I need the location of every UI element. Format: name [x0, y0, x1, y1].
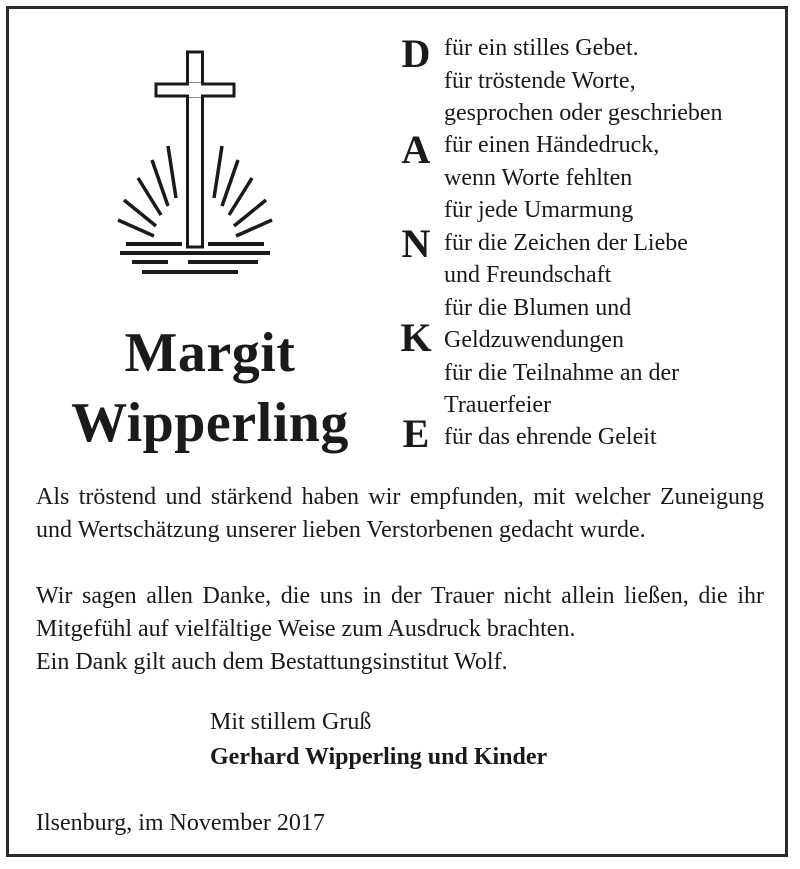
danke-line: für die Teilnahme an der — [444, 360, 680, 386]
deceased-last-name: Wipperling — [71, 392, 349, 454]
place-date: Ilsenburg, im November 2017 — [36, 810, 325, 836]
danke-line: für jede Umarmung — [444, 197, 634, 223]
deceased-first-name: Margit — [124, 322, 296, 384]
danke-line: Geldzuwendungen — [444, 327, 624, 353]
body-paragraph-1: Als tröstend und stärkend haben wir empfunden, mit welcher Zuneigung und Wertschätzung unserer lieben Verstorbenen gedacht wurde. — [36, 484, 764, 543]
danke-line: gesprochen oder geschrieben — [444, 100, 723, 126]
danke-line: für die Zeichen der Liebe — [444, 230, 688, 256]
closing-greeting: Mit stillem Gruß — [210, 709, 372, 735]
danke-line: für einen Händedruck, — [444, 132, 660, 158]
danke-letter-k: K — [400, 315, 432, 360]
signature: Gerhard Wipperling und Kinder — [210, 744, 548, 770]
cross-sunrise-emblem-icon — [112, 46, 282, 286]
body-paragraph-3: Ein Dank gilt auch dem Bestattungsinstitut Wolf. — [36, 649, 508, 675]
danke-line: für tröstende Worte, — [444, 68, 636, 94]
danke-letter-d: D — [401, 31, 431, 76]
danke-line: für das ehrende Geleit — [444, 424, 657, 450]
danke-letter-e: E — [402, 411, 430, 456]
body-paragraph-2: Wir sagen allen Danke, die uns in der Trauer nicht allein ließen, die ihr Mitgefühl auf vielfältige Weise zum Ausdruck brachten. — [36, 583, 764, 642]
danke-line: für die Blumen und — [444, 295, 632, 321]
danke-line: und Freundschaft — [444, 262, 612, 288]
danke-letter-a: A — [401, 127, 431, 172]
danke-line: Trauerfeier — [444, 392, 552, 418]
danke-line: für ein stilles Gebet. — [444, 35, 639, 61]
danke-letter-n: N — [401, 221, 431, 266]
danke-line: wenn Worte fehlten — [444, 165, 633, 191]
